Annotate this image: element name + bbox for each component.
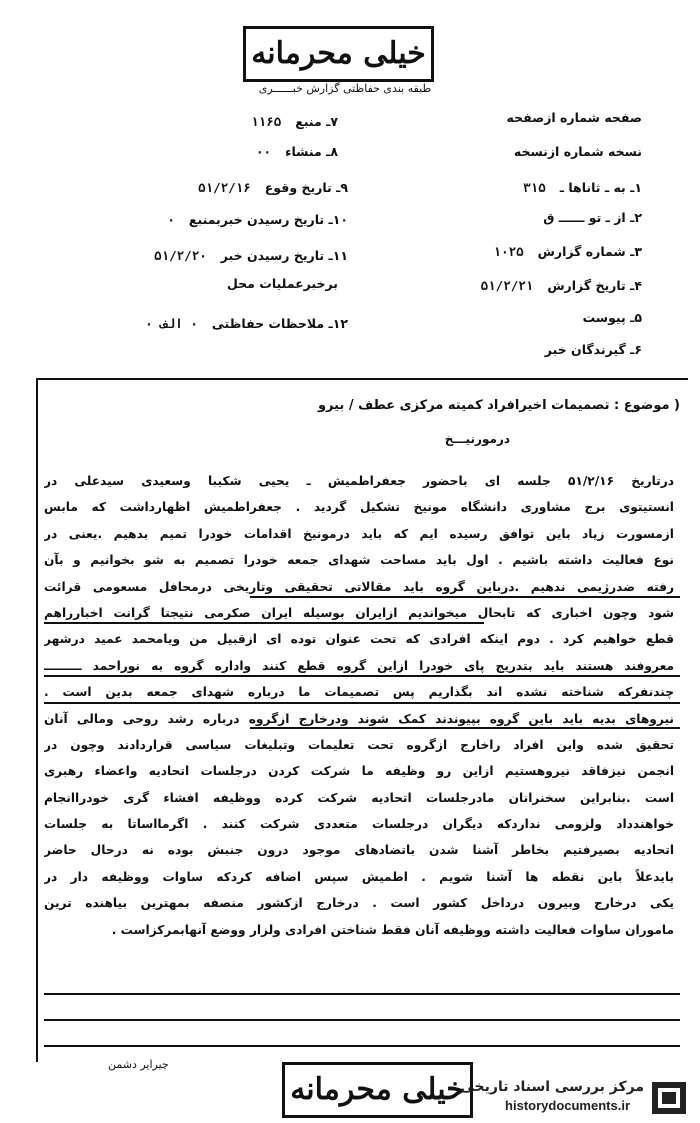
field-source: ۷ـ منبع۱۱۶۵	[251, 114, 338, 129]
field-copy-number: نسخه شماره ازنسخه	[513, 144, 642, 159]
body-line: معروفند هستند باید بتدریج پای خودرا ازاین گروه قطع کنند واداره گروه به نوراحمد ـــــــــ	[44, 658, 674, 673]
body-line: شود وچون اخباری که تابحال میخواندیم ازایران بوسیله ایران صکرمی نتیجتا گرانت اخبارراهم	[44, 605, 674, 620]
body-line: خواهندداد ولزومی نداردکه دیگران درجلسات متعددی شرکت کنند . اگرمااساتا به جلسات	[44, 817, 674, 832]
field-from: ۲ـ از ـ تو ــــــ ق	[543, 210, 642, 225]
field-recipients: ۶ـ گیرندگان خبر	[544, 342, 642, 357]
field-security-remarks: ۱۲ـ ملاحظات حفاظتی۰ الف ۰	[145, 316, 348, 331]
field-event-date: ۹ـ تاریخ وقوع۵۱/۲/۱۶	[198, 180, 348, 195]
field-origin: ۸ـ منشاء۰۰	[256, 144, 338, 159]
underline-mark	[44, 622, 484, 624]
field-source-receipt-date: ۱۰ـ تاریخ رسیدن خبربمنبع۰	[167, 212, 348, 227]
field-event-date-value: ۵۱/۲/۱۶	[198, 180, 251, 195]
underline-mark	[44, 702, 680, 704]
body-line: نوع فعالیت داشته باشیم . اول باید مساحت شهدای جمعه خودرا تصمیم به شو بخوانیم و بآن	[44, 553, 674, 568]
body-line: اتحادیه بصیرفتیم بخاطر آشنا شدن باتضادهای موجود درون جنبش بوده نه درحال حاضر	[44, 843, 674, 858]
body-line: یکی درخارج وبیرون درداخل کشور است . درخارج ازکشور منصفه بمهترین بیاهنده ترین	[44, 896, 674, 911]
field-news-receipt-date-value: ۵۱/۲/۲۰	[154, 248, 207, 263]
bottom-stamp: خیلی محرمانه	[282, 1062, 473, 1118]
body-line: تحقیق شده واین افراد راخارج ازگروه تحت تعلیمات وتبلیغات سیاسی قراردادند وچون در	[44, 737, 674, 752]
body-line: است .بنابراین سخنرانان مادرجلسات اتحادیه شرکت کرده ووظیفه افشاء گری خودراانجام	[44, 790, 674, 805]
underline-mark	[250, 596, 680, 598]
body-line: بایدعلاً باین نقطه ها آشنا شویم . اطمیش سپس اضافه کردکه ساوات ووظیفه دار در	[44, 869, 674, 884]
body-line: انستیتوی برج مشاوری دانشگاه مونیخ تشکیل گردید . جعفراطمیش اظهارداشت که مابس	[44, 500, 674, 515]
body-line: نیروهای بدیه باید باین گروه بپیوندند کمک شوند ودرخارج ازگروه درباره رشد روحی ومالی آنان	[44, 711, 674, 726]
underline-mark	[44, 993, 680, 995]
underline-mark	[44, 1019, 680, 1021]
field-report-number-value: ۱۰۲۵	[493, 244, 524, 259]
field-operations-note: برخبرعملیات محل	[227, 276, 338, 291]
field-source-receipt-date-value: ۰	[167, 212, 175, 227]
underline-mark	[44, 675, 680, 677]
field-security-remarks-value: ۰ الف ۰	[145, 316, 198, 331]
field-source-value: ۱۱۶۵	[251, 114, 282, 129]
body-line: انجمن نیزفاقد نیروهستیم ازاین رو وظیفه ما شرکت کردن درجلسات اتحادیه واعضاء رهبری	[44, 764, 674, 779]
report-body	[44, 468, 674, 943]
field-to: ۱ـ به ـ ثاناها ـ۳۱۵	[523, 180, 642, 195]
field-to-value: ۳۱۵	[523, 180, 546, 195]
signature-note: چیرایر دشمن	[108, 1058, 169, 1071]
report-subject: ( موضوع : تصمیمات اخیرافراد کمیته مرکزی عطف / بیرو	[317, 398, 680, 413]
body-line: رفته ضدرژیمی ندهیم .درباین گروه باید مقالاتی تحقیقی وتاریخی درمحافل مسعومی قرائت	[44, 579, 674, 594]
field-attachment: ۵ـ پیوست	[582, 310, 642, 325]
top-stamp: خیلی محرمانه	[243, 26, 434, 82]
body-line: قطع خواهیم کرد . دوم اینکه افرادی که تحت عنوان توده ای ازقبیل من ویامحمد عمید درشهر	[44, 632, 674, 647]
field-report-date: ۴ـ تاریخ گزارش۵۱/۲/۲۱	[480, 278, 642, 293]
classification-line: طبقه بندی حفاظتی گزارش خبــــــری	[258, 82, 432, 95]
archive-url: historydocuments.ir	[505, 1098, 630, 1113]
field-news-receipt-date: ۱۱ـ تاریخ رسیدن خبر۵۱/۲/۲۰	[154, 248, 348, 263]
field-report-number: ۳ـ شماره گزارش۱۰۲۵	[493, 244, 642, 259]
field-origin-value: ۰۰	[256, 144, 272, 159]
body-line: چندنفرکه شناخته نشده اند بگذاریم پس تصمیمات ما درباره شهدای جمعه بدین است .	[44, 685, 674, 700]
body-line: درتاریخ ۵۱/۲/۱۶ جلسه ای باحضور جعفراطمیش ـ یحیی شکیبا وسعیدی سیدعلی در	[44, 474, 674, 488]
archive-name-fa: مرکز بررسی اسناد تاریخی	[460, 1079, 644, 1095]
body-line: ماموران ساوات فعالیت داشته ووظیفه آنان فقط شناختن افرادی ولزار ووضع آنهابمرکزاست .	[111, 922, 674, 937]
report-code-word: درمورنیـــخ	[444, 432, 510, 446]
field-page-number: صفحه شماره ازصفحه	[506, 110, 642, 125]
underline-mark	[44, 1045, 680, 1047]
body-line: ازمسورت زیاد باین توافق رسیده ایم که باید درمونیخ اقدامات خودرا تمیم بدهیم .یعنی در	[44, 526, 674, 541]
underline-mark	[250, 727, 680, 729]
field-report-date-value: ۵۱/۲/۲۱	[480, 278, 534, 293]
